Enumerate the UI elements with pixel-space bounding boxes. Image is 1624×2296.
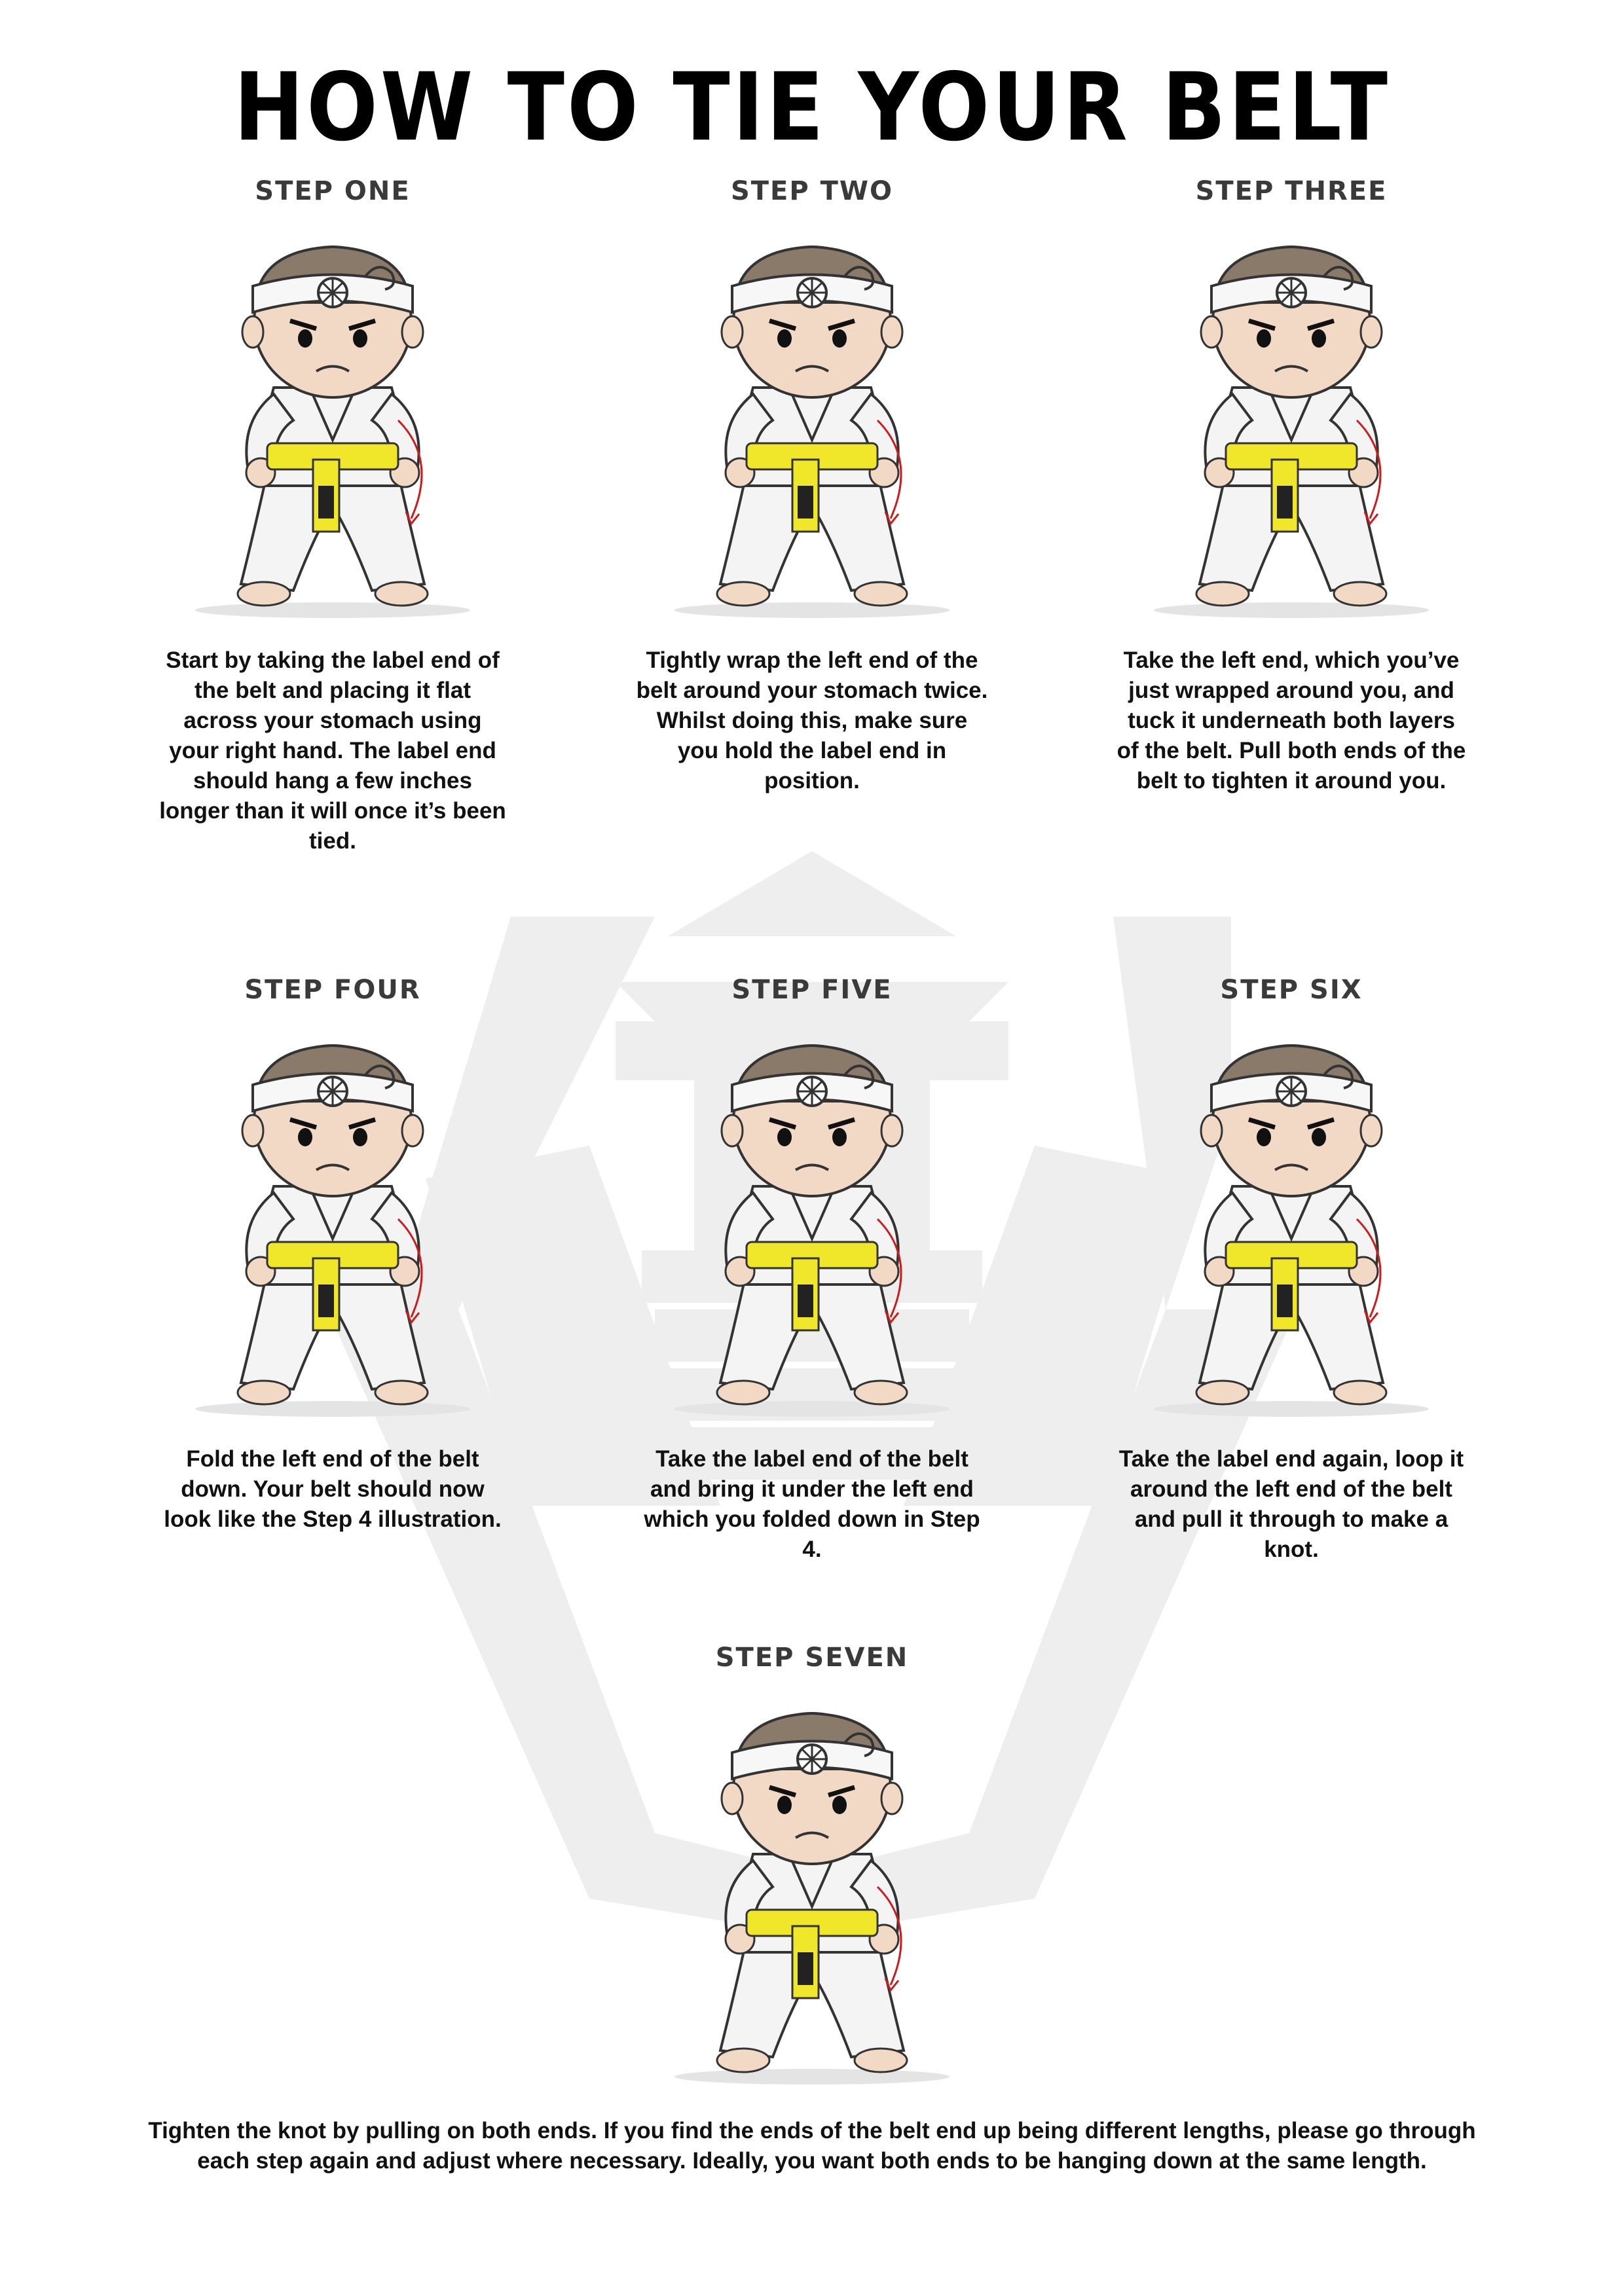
step-heading: STEP SIX (1220, 975, 1363, 1005)
step-six-illustration (1141, 1023, 1442, 1422)
step-six (1082, 970, 1501, 1565)
step-heading: STEP TWO (730, 176, 894, 206)
step-description: Start by taking the label end of the belt and placing it flat across your stomach using your right hand. The label end should hang a few inches longer than it will once it’s been tied. (159, 647, 506, 854)
step-heading: STEP FOUR (244, 975, 421, 1005)
step-three (1082, 172, 1501, 796)
step-description: Fold the left end of the belt down. Your belt should now look like the Step 4 illustration. (164, 1446, 502, 1532)
step-five-illustration (661, 1023, 963, 1422)
step-four-illustration (182, 1023, 483, 1422)
step-heading: STEP ONE (255, 176, 411, 206)
step-five (602, 970, 1022, 1565)
step-description: Take the label end of the belt and bring it under the left end which you folded down in Step 4. (644, 1446, 980, 1562)
step-description: Tightly wrap the left end of the belt around your stomach twice. Whilst doing this, make sure you hold the label end in position. (636, 647, 988, 793)
step-two-illustration (661, 224, 963, 623)
step-one-illustration (182, 224, 483, 623)
step-two (602, 172, 1022, 796)
step-description: Take the label end again, loop it around the left end of the belt and pull it through to make a knot. (1118, 1446, 1464, 1562)
step-seven-description: Tighten the knot by pulling on both ends. If you find the ends of the belt end up being different lengths, please go through each step again and adjust where necessary. Ideally, you want both ends to be hanging down at the same length. (148, 2118, 1476, 2174)
step-heading: STEP THREE (1195, 176, 1388, 206)
step-heading: STEP FIVE (731, 975, 893, 1005)
step-description: Take the left end, which you’ve just wrapped around you, and tuck it underneath both layers of the belt. Pull both ends of the belt to tighten it around you. (1116, 647, 1466, 793)
step-seven (602, 1638, 1022, 2090)
step-heading: STEP SEVEN (715, 1643, 909, 1673)
step-one (123, 172, 542, 856)
step-seven-illustration (661, 1690, 963, 2090)
step-four (123, 970, 542, 1535)
page-title: HOW TO TIE YOUR BELT (234, 53, 1390, 162)
step-three-illustration (1141, 224, 1442, 623)
